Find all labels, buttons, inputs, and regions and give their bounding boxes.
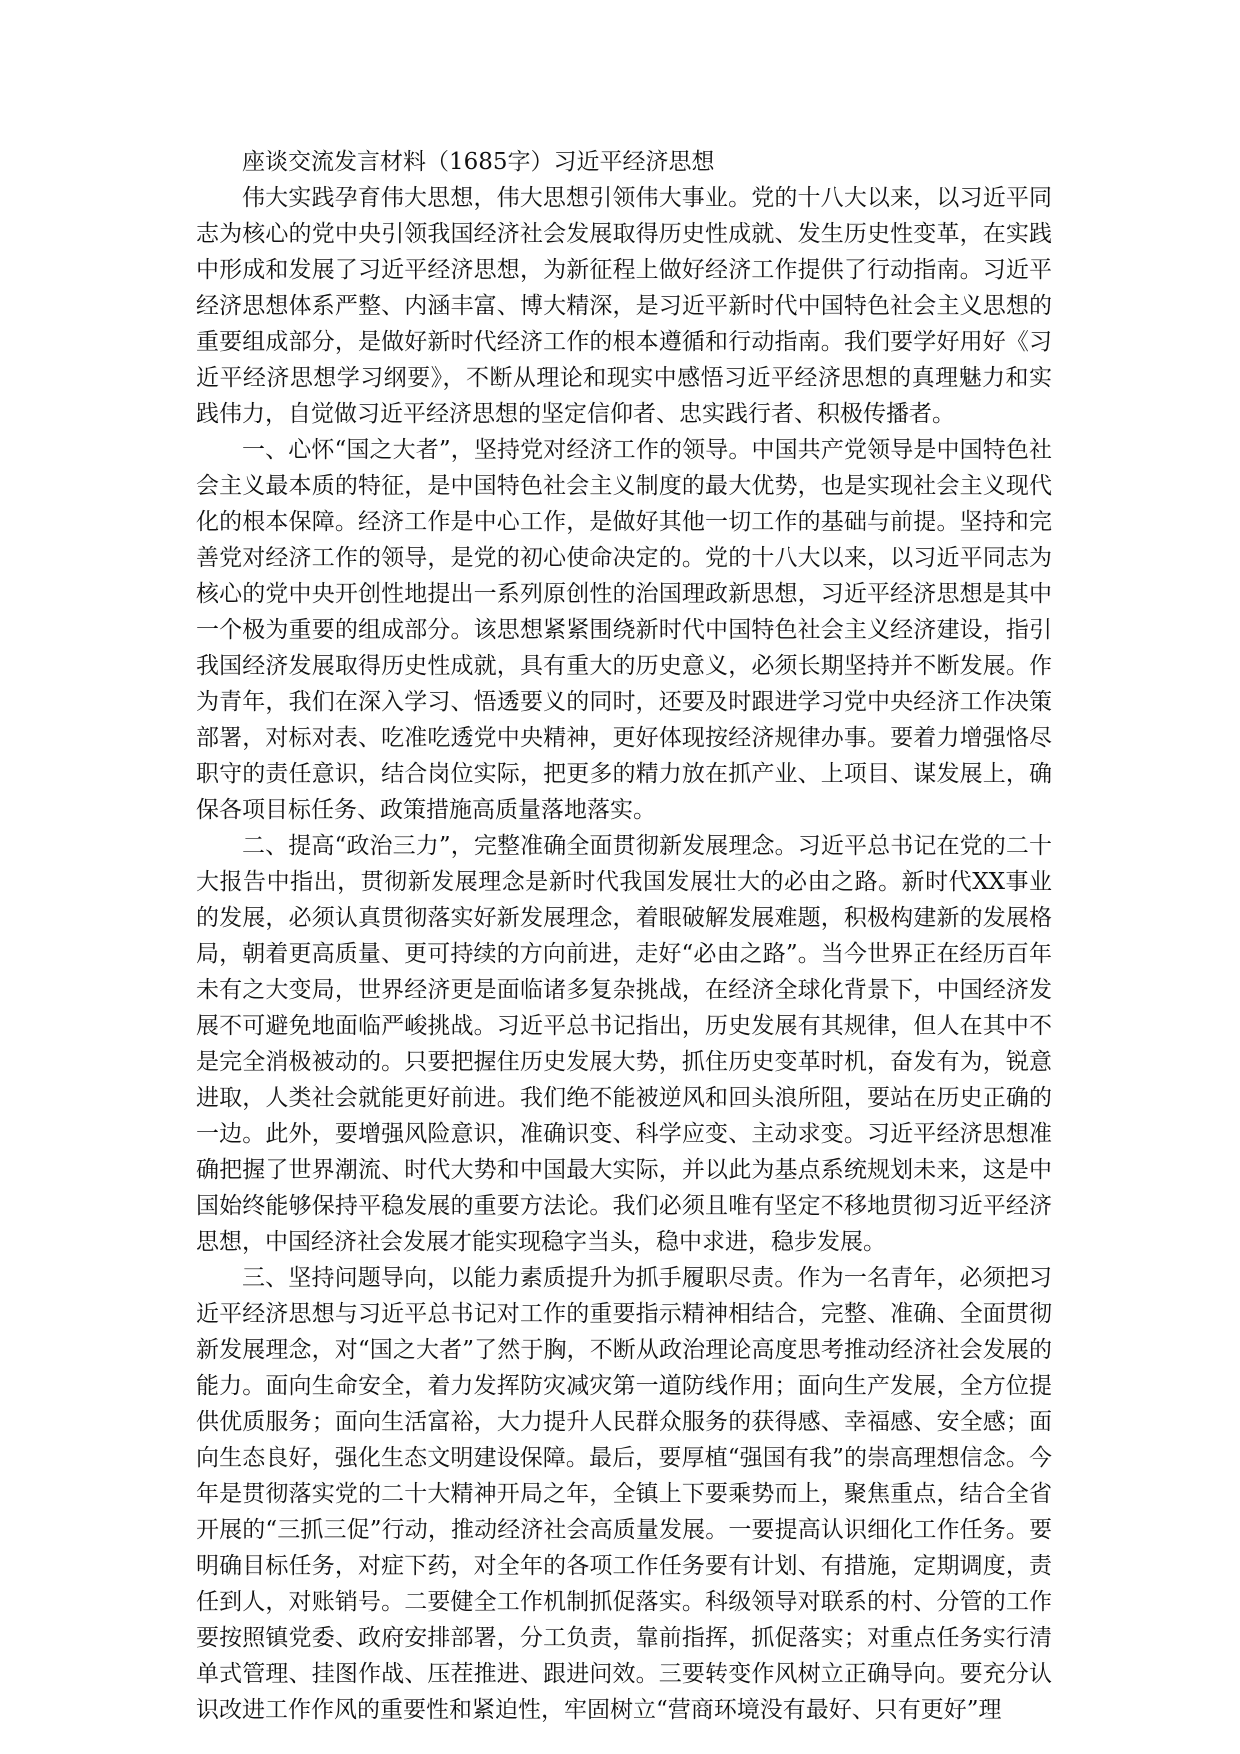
paragraph-intro: 伟大实践孕育伟大思想，伟大思想引领伟大事业。党的十八大以来，以习近平同志为核心的党中央引领我国经济社会发展取得历史性成就、发生历史性变革，在实践中形成和发展了习近平经济思想，为新征程上做好经济工作提供了行动指南。习近平经济思想体系严整、内涵丰富、博大精深，是习近平新时代中国特色社会主义思想的重要组成部分，是做好新时代经济工作的根本遵循和行动指南。我们要学好用好《习近平经济思想学习纲要》，不断从理论和现实中感悟习近平经济思想的真理魅力和实践伟力，自觉做习近平经济思想的坚定信仰者、忠实践行者、积极传播者。 [196,185,1052,427]
paragraph-section-3: 三、坚持问题导向，以能力素质提升为抓手履职尽责。作为一名青年，必须把习近平经济思想与习近平总书记对工作的重要指示精神相结合，完整、准确、全面贯彻新发展理念，对“国之大者”了然于胸，不断从政治理论高度思考推动经济社会发展的能力。面向生命安全，着力发挥防灾减灾第一道防线作用；面向生产发展，全方位提供优质服务；面向生活富裕，大力提升人民群众服务的获得感、幸福感、安全感；面向生态良好，强化生态文明建设保障。最后，要厚植“强国有我”的崇高理想信念。今年是贯彻落实党的二十大精神开局之年，全镇上下要乘势而上，聚焦重点，结合全省开展的“三抓三促”行动，推动经济社会高质量发展。一要提高认识细化工作任务。要明确目标任务，对症下药，对全年的各项工作任务要有计划、有措施，定期调度，责任到人，对账销号。二要健全工作机制抓促落实。科级领导对联系的村、分管的工作要按照镇党委、政府安排部署，分工负责，靠前指挥，抓促落实；对重点任务实行清单式管理、挂图作战、压茬推进、跟进问效。三要转变作风树立正确导向。要充分认识改进工作作风的重要性和紧迫性，牢固树立“营商环境没有最好、只有更好”理 [196,1265,1052,1723]
document-body [196,144,1052,1728]
paragraph-section-1: 一、心怀“国之大者”，坚持党对经济工作的领导。中国共产党领导是中国特色社会主义最本质的特征，是中国特色社会主义制度的最大优势，也是实现社会主义现代化的根本保障。经济工作是中心工作，是做好其他一切工作的基础与前提。坚持和完善党对经济工作的领导，是党的初心使命决定的。党的十八大以来，以习近平同志为核心的党中央开创性地提出一系列原创性的治国理政新思想，习近平经济思想是其中一个极为重要的组成部分。该思想紧紧围绕新时代中国特色社会主义经济建设，指引我国经济发展取得历史性成就，具有重大的历史意义，必须长期坚持并不断发展。作为青年，我们在深入学习、悟透要义的同时，还要及时跟进学习党中央经济工作决策部署，对标对表、吃准吃透党中央精神，更好体现按经济规律办事。要着力增强恪尽职守的责任意识，结合岗位实际，把更多的精力放在抓产业、上项目、谋发展上，确保各项目标任务、政策措施高质量落地落实。 [196,437,1052,823]
document-title: 座谈交流发言材料（1685字）习近平经济思想 [242,149,715,175]
paragraph-section-2: 二、提高“政治三力”，完整准确全面贯彻新发展理念。习近平总书记在党的二十大报告中指出，贯彻新发展理念是新时代我国发展壮大的必由之路。新时代XX事业的发展，必须认真贯彻落实好新发展理念，着眼破解发展难题，积极构建新的发展格局，朝着更高质量、更可持续的方向前进，走好“必由之路”。当今世界正在经历百年未有之大变局，世界经济更是面临诸多复杂挑战，在经济全球化背景下，中国经济发展不可避免地面临严峻挑战。习近平总书记指出，历史发展有其规律，但人在其中不是完全消极被动的。只要把握住历史发展大势，抓住历史变革时机，奋发有为，锐意进取，人类社会就能更好前进。我们绝不能被逆风和回头浪所阻，要站在历史正确的一边。此外，要增强风险意识，准确识变、科学应变、主动求变。习近平经济思想准确把握了世界潮流、时代大势和中国最大实际，并以此为基点系统规划未来，这是中国始终能够保持平稳发展的重要方法论。我们必须且唯有坚定不移地贯彻习近平经济思想，中国经济社会发展才能实现稳字当头，稳中求进，稳步发展。 [196,833,1052,1255]
